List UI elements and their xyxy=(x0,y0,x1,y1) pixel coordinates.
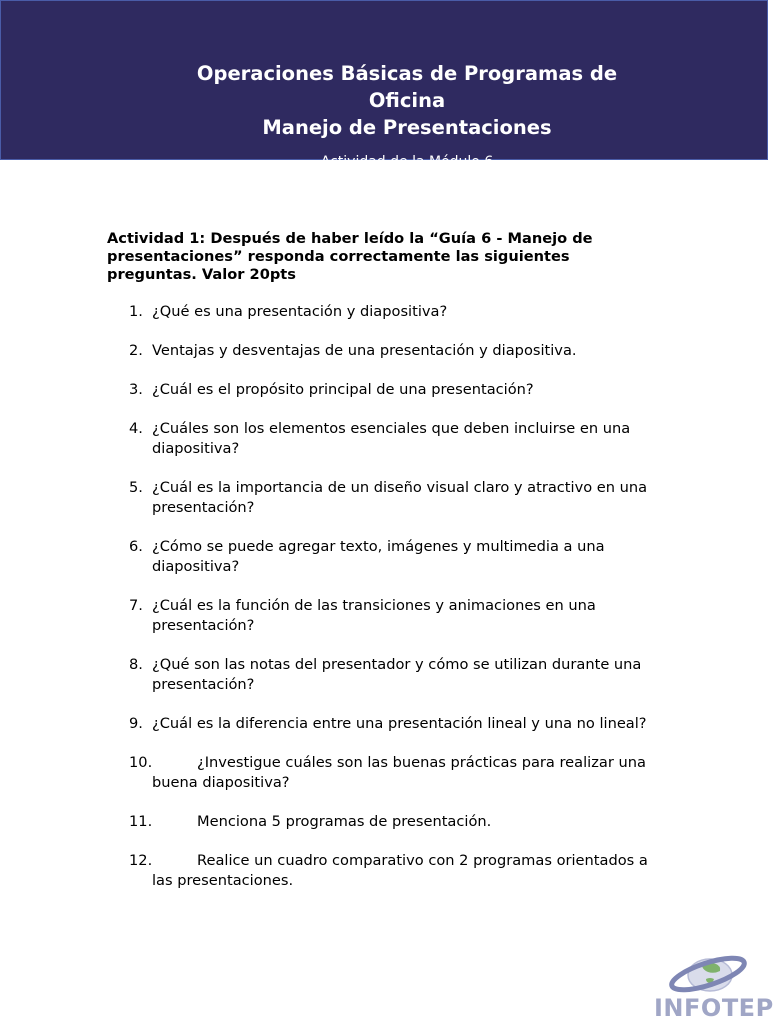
question-text: Menciona 5 programas de presentación. xyxy=(197,813,492,830)
question-number: 1. xyxy=(129,303,143,320)
question-item xyxy=(129,302,669,322)
question-text: ¿Cuáles son los elementos esenciales que deben incluirse en una diapositiva? xyxy=(152,420,631,457)
question-number: 3. xyxy=(129,381,143,398)
question-text: ¿Cuál es el propósito principal de una presentación? xyxy=(152,381,534,398)
question-number: 9. xyxy=(129,715,143,732)
logo-wordmark: INFOTEP xyxy=(654,994,774,1022)
question-item xyxy=(129,812,669,832)
question-number: 4. xyxy=(129,420,143,437)
question-number: 12. xyxy=(129,852,153,869)
activity-heading: Actividad 1: Después de haber leído la “Guía 6 - Manejo de presentaciones” responda correctamente las siguientes preguntas. Valor 20pts xyxy=(107,230,593,283)
question-item xyxy=(129,419,669,459)
question-text: ¿Qué es una presentación y diapositiva? xyxy=(152,303,448,320)
globe-icon xyxy=(666,950,750,996)
question-number: 11. xyxy=(129,813,153,830)
document-title-line-2: Oficina xyxy=(368,89,446,112)
question-list xyxy=(129,302,669,910)
question-text: ¿Cómo se puede agregar texto, imágenes y multimedia a una diapositiva? xyxy=(152,538,605,575)
infotep-logo xyxy=(652,950,774,1022)
module-label-clipped: Actividad de la Módulo 6 xyxy=(320,154,494,170)
question-text: Realice un cuadro comparativo con 2 programas orientados a las presentaciones. xyxy=(152,852,648,889)
question-number: 2. xyxy=(129,342,143,359)
question-text: Ventajas y desventajas de una presentación y diapositiva. xyxy=(152,342,577,359)
question-text: ¿Cuál es la importancia de un diseño visual claro y atractivo en una presentación? xyxy=(152,479,648,516)
question-item xyxy=(129,655,669,695)
question-item xyxy=(129,714,669,734)
header-banner xyxy=(0,0,768,170)
question-item xyxy=(129,596,669,636)
question-number: 5. xyxy=(129,479,143,496)
question-item xyxy=(129,380,669,400)
document-subtitle: Manejo de Presentaciones xyxy=(262,116,552,139)
question-item xyxy=(129,753,669,793)
question-item xyxy=(129,341,669,361)
question-number: 8. xyxy=(129,656,143,673)
question-text: ¿Cuál es la función de las transiciones y animaciones en una presentación? xyxy=(152,597,596,634)
question-text: ¿Qué son las notas del presentador y cómo se utilizan durante una presentación? xyxy=(152,656,642,693)
question-number: 7. xyxy=(129,597,143,614)
question-text: ¿Cuál es la diferencia entre una presentación lineal y una no lineal? xyxy=(152,715,647,732)
document-title-line-1: Operaciones Básicas de Programas de xyxy=(196,62,618,85)
question-number: 6. xyxy=(129,538,143,555)
question-text: ¿Investigue cuáles son las buenas prácticas para realizar una buena diapositiva? xyxy=(152,754,646,791)
question-item xyxy=(129,478,669,518)
question-item xyxy=(129,851,669,891)
question-number: 10. xyxy=(129,754,153,771)
question-item xyxy=(129,537,669,577)
